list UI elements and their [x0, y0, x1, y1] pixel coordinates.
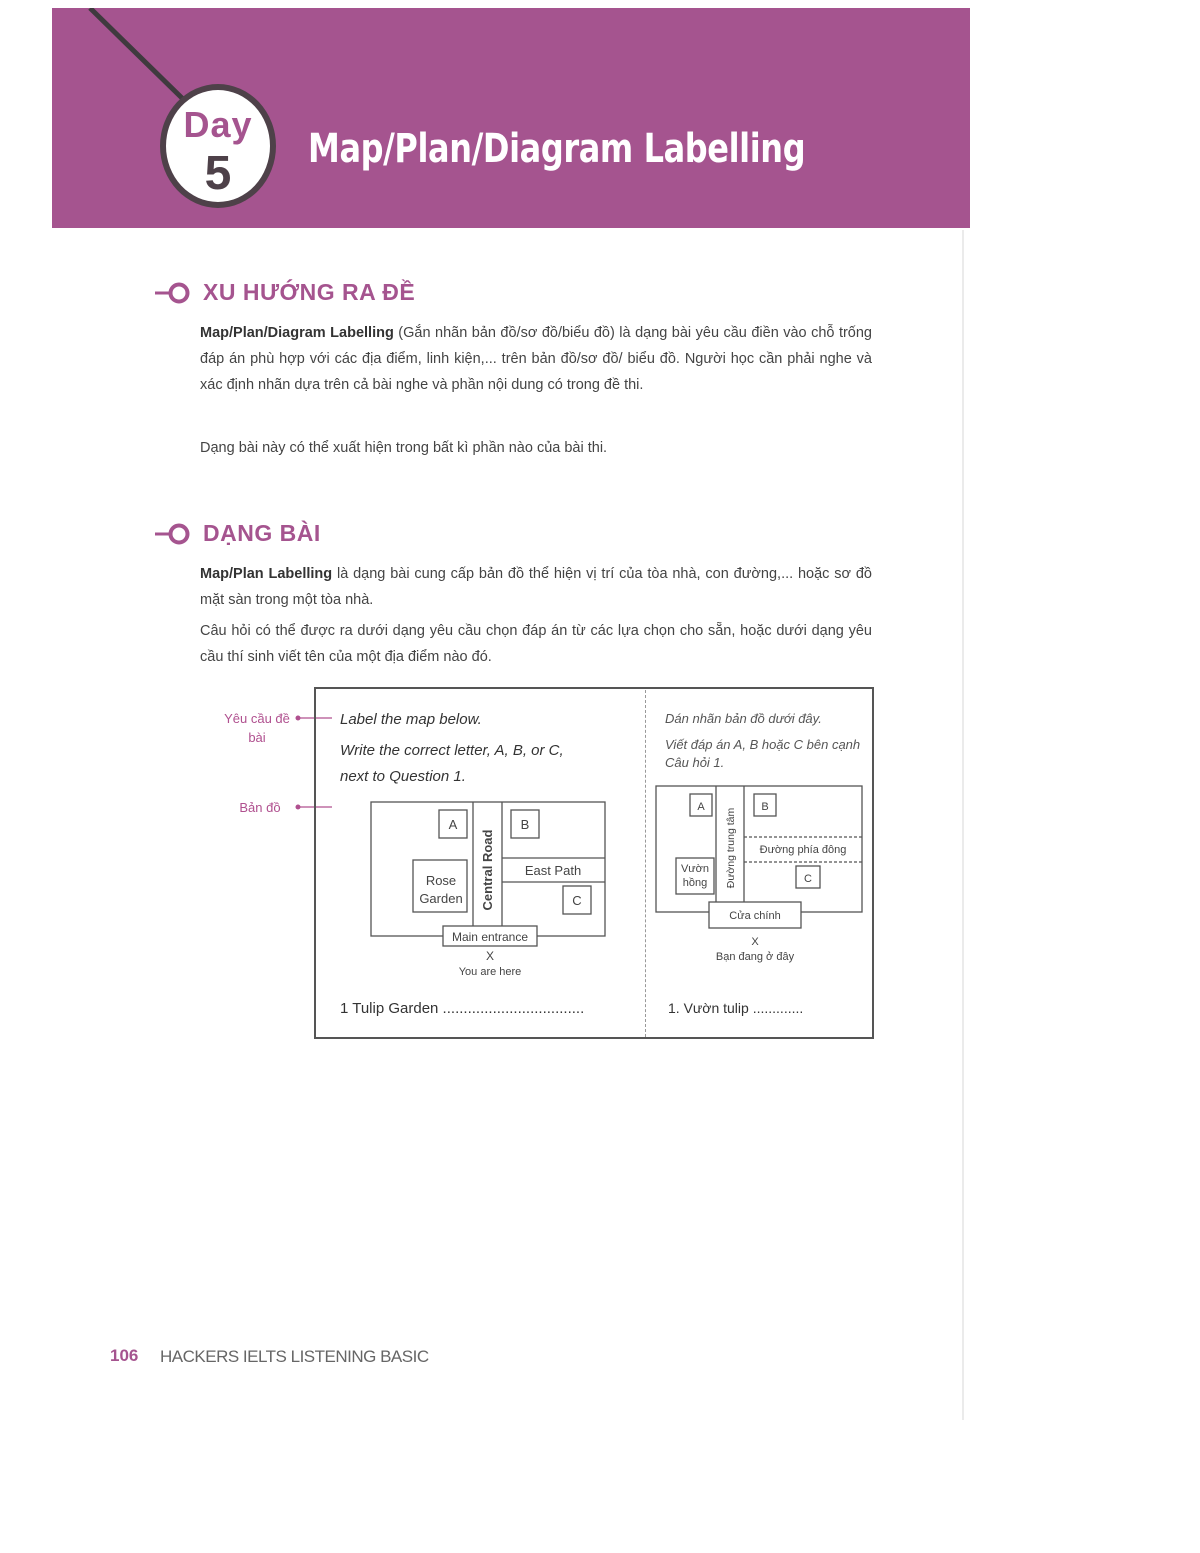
side-label-requirement: Yêu cầu đề bài	[224, 711, 290, 745]
term-bold: Map/Plan Labelling	[200, 566, 333, 582]
section-title: DẠNG BÀI	[203, 520, 321, 546]
day-badge	[160, 84, 276, 208]
vi-map-letter-a: A	[697, 801, 705, 813]
vi-east-path-label: Đường phía đông	[759, 844, 847, 856]
you-are-here-label: You are here	[458, 966, 522, 978]
chapter-banner	[52, 8, 970, 228]
vietnamese-map	[652, 782, 867, 967]
instruction-question: next to Question 1.	[340, 768, 466, 785]
section-heading-format	[155, 520, 321, 547]
map-letter-c: C	[572, 893, 582, 908]
vi-rose-garden-label: hồng	[682, 877, 708, 889]
question-1-vi: 1. Vườn tulip .............	[668, 1000, 804, 1016]
east-path-label: East Path	[524, 863, 582, 878]
side-label-map: Bản đồ	[239, 800, 281, 815]
english-map	[365, 798, 610, 983]
question-1-en: 1 Tulip Garden ..................................	[340, 1000, 585, 1017]
instruction-write-letter: Write the correct letter, A, B, or C,	[340, 742, 564, 759]
vi-instruction-write: Viết đáp án A, B hoặc C bên cạnh Câu hỏi 1.	[665, 737, 861, 770]
instruction-label-map: Label the map below.	[340, 711, 482, 728]
vi-map-letter-c: C	[804, 873, 812, 885]
format-note: Câu hỏi có thể được ra dưới dạng yêu cầu chọn đáp án từ các lựa chọn cho sẵn, hoặc dưới dạng yêu cầu thí sinh viết tên của một địa điểm nào đó.	[200, 623, 872, 665]
book-title: HACKERS IELTS LISTENING BASIC	[160, 1347, 429, 1366]
trend-text: (Gắn nhãn bản đồ/sơ đồ/biểu đồ) là dạng bài yêu cầu điền vào chỗ trống đáp án phù hợp với các địa điểm, linh kiện,... trên bản đồ/sơ đồ/ biểu đồ. Người học cần phải nghe và xác định nhãn dựa trên cả bài nghe và phần nội dung có trong đề thi.	[200, 325, 872, 393]
page-edge	[962, 230, 964, 1420]
vi-main-entrance-label: Cửa chính	[729, 910, 781, 922]
bullet-circle-icon	[155, 281, 191, 305]
day-word: Day	[183, 104, 253, 145]
map-letter-a: A	[448, 817, 458, 832]
vi-you-are-here-marker: X	[751, 936, 759, 948]
vi-rose-garden-label: Vườn	[680, 863, 710, 875]
bullet-circle-icon	[155, 522, 191, 546]
page-number: 106	[110, 1346, 139, 1365]
day-number: 5	[204, 147, 232, 200]
format-paragraph	[200, 561, 872, 613]
section-title: XU HƯỚNG RA ĐỀ	[203, 279, 416, 305]
vi-instruction-label: Dán nhãn bản đồ dưới đây.	[665, 711, 822, 726]
format-text: là dạng bài cung cấp bản đồ thể hiện vị trí của tòa nhà, con đường,... hoặc sơ đồ mặt sàn trong một tòa nhà.	[200, 566, 872, 608]
rose-garden-label: Rose	[425, 873, 457, 888]
trend-note: Dạng bài này có thể xuất hiện trong bất kì phần nào của bài thi.	[200, 440, 608, 456]
figure-divider	[645, 690, 646, 1037]
rose-garden-label: Garden	[419, 891, 463, 906]
vi-you-are-here-label: Bạn đang ở đây	[715, 951, 795, 963]
map-letter-b: B	[520, 817, 530, 832]
central-road-label: Central Road	[480, 829, 495, 911]
you-are-here-marker: X	[485, 949, 495, 963]
trend-paragraph	[200, 320, 872, 398]
vi-map-letter-b: B	[761, 801, 769, 813]
vi-central-road-label: Đường trung tâm	[725, 807, 737, 889]
main-entrance-label: Main entrance	[451, 930, 529, 944]
section-heading-trend	[155, 279, 415, 306]
term-bold: Map/Plan/Diagram Labelling	[200, 325, 394, 341]
chapter-title: Map/Plan/Diagram Labelling	[308, 126, 806, 172]
